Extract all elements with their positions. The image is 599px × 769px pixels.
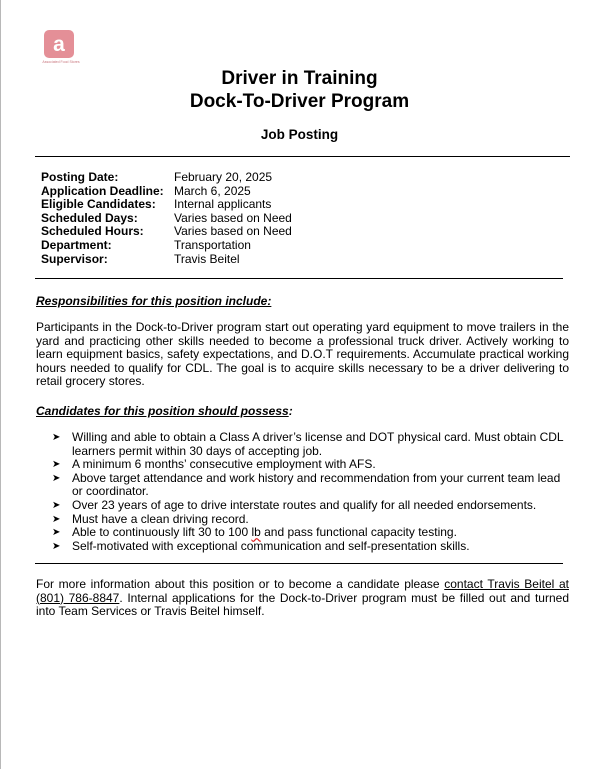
arrow-bullet-icon: ➤: [52, 472, 61, 484]
arrow-bullet-icon: ➤: [52, 513, 61, 525]
requirement-item: [52, 540, 572, 554]
detail-row: [41, 253, 292, 267]
requirements-list: [52, 431, 572, 553]
candidates-heading: Candidates for this position should possess:: [36, 404, 293, 418]
detail-value: Internal applicants: [174, 197, 272, 212]
requirement-text: Willing and able to obtain a Class A driver’s license and DOT physical card. Must obtain CDL learners permit within 30 days of accepting job.: [72, 430, 564, 458]
detail-label: Supervisor:: [41, 251, 108, 266]
divider-top: [35, 156, 570, 157]
detail-row: [41, 239, 292, 253]
detail-label: Department:: [41, 237, 112, 252]
detail-value: Varies based on Need: [174, 210, 292, 225]
detail-value: Varies based on Need: [174, 224, 292, 239]
contact-link[interactable]: contact Travis Beitel at (801) 786-8847: [36, 577, 569, 605]
company-logo: [37, 30, 85, 68]
responsibilities-heading: Responsibilities for this position include:: [36, 294, 272, 308]
divider-middle: [35, 278, 563, 279]
detail-row: [41, 171, 292, 185]
requirement-text-end: and pass functional capacity testing.: [260, 525, 457, 540]
responsibilities-text: Participants in the Dock-to-Driver program start out operating yard equipment to move trailers in the yard and practicing other skills needed to become a professional truck driver. Actively working to learn equipment basics, safety expectations, and D.O.T requirements. Accumulate practical working hours needed to qualify for CDL. The goal is to acquire skills necessary to be a driver delivering to retail grocery stores.: [36, 320, 569, 389]
requirement-text: Over 23 years of age to drive interstate routes and qualify for all needed endorsements.: [72, 497, 537, 512]
detail-label: Eligible Candidates:: [41, 197, 156, 212]
requirement-item: [52, 513, 572, 527]
requirement-item: [52, 499, 572, 513]
arrow-bullet-icon: ➤: [52, 540, 61, 552]
contact-paragraph: For more information about this position or to become a candidate please contact Travis Beitel at (801) 786-8847. Internal applications for the Dock-to-Driver program must be filled out and turned into Team Services or Travis Beitel himself.: [36, 577, 570, 619]
requirement-text: Able to continuously lift 30 to 100: [72, 525, 252, 540]
document-title: Driver in Training: [221, 68, 378, 89]
detail-row: [41, 198, 292, 212]
detail-label: Posting Date:: [41, 170, 119, 184]
detail-label: Application Deadline:: [41, 183, 164, 198]
requirement-item: [52, 472, 572, 499]
detail-row: [41, 185, 292, 199]
logo-mark: [44, 30, 74, 58]
logo-caption: Associated Food Stores: [42, 60, 80, 64]
arrow-bullet-icon: ➤: [52, 432, 61, 443]
detail-row: [41, 225, 292, 239]
detail-value: Travis Beitel: [174, 251, 240, 266]
detail-label: Scheduled Days:: [41, 210, 138, 225]
requirement-item: [52, 458, 572, 472]
divider-bottom: [35, 563, 563, 564]
requirement-text: Self-motivated with exceptional communication and self-presentation skills.: [72, 538, 470, 553]
detail-value: March 6, 2025: [174, 183, 251, 198]
arrow-bullet-icon: ➤: [52, 499, 61, 511]
requirement-text: Above target attendance and work history and recommendation from your current team lead or coordinator.: [72, 470, 561, 499]
arrow-bullet-icon: ➤: [52, 459, 61, 471]
arrow-bullet-icon: ➤: [52, 527, 61, 539]
spellcheck-word: lb: [251, 525, 261, 540]
requirement-item: [52, 431, 572, 458]
requirement-item: [52, 526, 572, 540]
logo-a-glyph: [44, 30, 74, 58]
posting-details: [41, 171, 292, 266]
detail-label: Scheduled Hours:: [41, 224, 144, 239]
svg-text:a: a: [53, 33, 65, 56]
program-title: Dock-To-Driver Program: [189, 91, 410, 112]
detail-value: February 20, 2025: [174, 170, 273, 184]
requirement-text: A minimum 6 months’ consecutive employment with AFS.: [72, 457, 376, 472]
document-subtitle: Job Posting: [260, 127, 339, 142]
detail-value: Transportation: [174, 237, 251, 252]
detail-row: [41, 212, 292, 226]
requirement-text: Must have a clean driving record.: [72, 511, 249, 526]
page-edge: [0, 0, 1, 769]
